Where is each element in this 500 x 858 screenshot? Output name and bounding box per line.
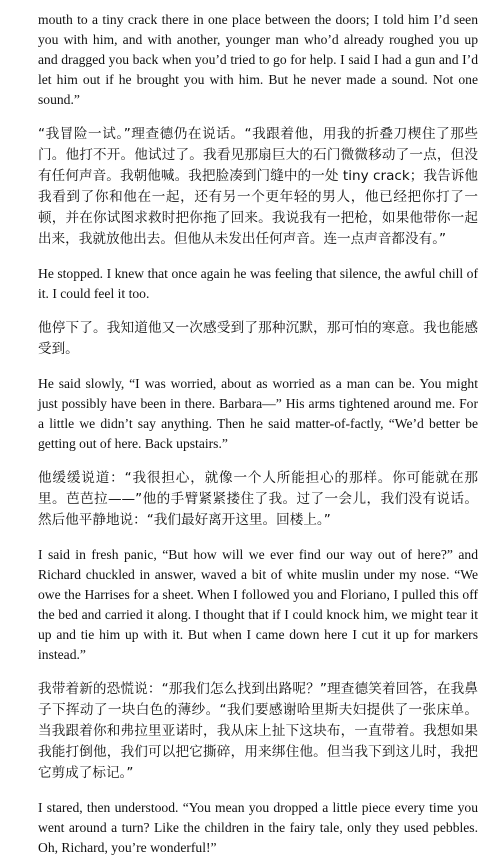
paragraph-en-4: I said in fresh panic, “But how will we ever find our way out of here?” and Richard chuckled in answer, waved a bit of white muslin under my nose. “We owe the Harrises for a sheet. When I followed you and Floriano, I pulled this off the bed and carried it along. I thought that if I could knock him, we might tear it up and tie him up with it. But when I came down here I cut it up for markers instead.”: [38, 547, 478, 662]
paragraph-zh-3: 他缓缓说道：“我很担心，就像一个人所能担心的那样。你可能就在那里。芭芭拉——”他的手臂紧紧搂住了我。过了一会儿，我们没有说话。然后他平静地说：“我们最好离开这里。回楼上。”: [38, 470, 478, 528]
paragraph-en-5: I stared, then understood. “You mean you dropped a little piece every time you went around a turn? Like the children in the fairy tale, only they used pebbles. Oh, Richard, you’re wonderful!”: [38, 800, 478, 855]
paragraph-en-2: He stopped. I knew that once again he was feeling that silence, the awful chill of it. I could feel it too.: [38, 266, 478, 301]
paragraph-en-1: mouth to a tiny crack there in one place between the doors; I told him I’d seen you with him, and with another, younger man who’d already roughed you up and dragged you back when you’d tried to go for help. I said I had a gun and I’d let him out if he brought you with him. But he never made a sound. Not one sound.”: [38, 12, 478, 107]
paragraph-zh-4: 我带着新的恐慌说：“那我们怎么找到出路呢？”理查德笑着回答，在我鼻子下挥动了一块白色的薄纱。“我们要感谢哈里斯夫妇提供了一张床单。当我跟着你和弗拉里亚诺时，我从床上扯下这块布，一直带着。我想如果我能打倒他，我们可以把它撕碎，用来绑住他。但当我下到这儿时，我把它剪成了标记。”: [38, 681, 478, 781]
paragraph-zh-1: “我冒险一试。”理查德仍在说话。“我跟着他，用我的折叠刀楔住了那些门。他打不开。他试过了。我看见那扇巨大的石门微微移动了一点，但没有任何声音。我朝他喊。我把脸凑到门缝中的一处 tiny crack；我告诉他我看到了你和他在一起，还有另一个更年轻的男人，他已经把你打了一顿，并在你试图求救时把你拖了回来。我说我有一把枪，如果他带你一起出来，我就放他出去。但他从未发出任何声音。连一点声音都没有。”: [38, 126, 478, 247]
paragraph-zh-2: 他停下了。我知道他又一次感受到了那种沉默，那可怕的寒意。我也能感受到。: [38, 320, 478, 357]
paragraph-en-3: He said slowly, “I was worried, about as worried as a man can be. You might just possibly have been in there. Barbara—” His arms tightened around me. For a little we didn’t say anything. Then he said matter-of-factly, “We’d better be getting out of here. Back upstairs.”: [38, 376, 478, 451]
